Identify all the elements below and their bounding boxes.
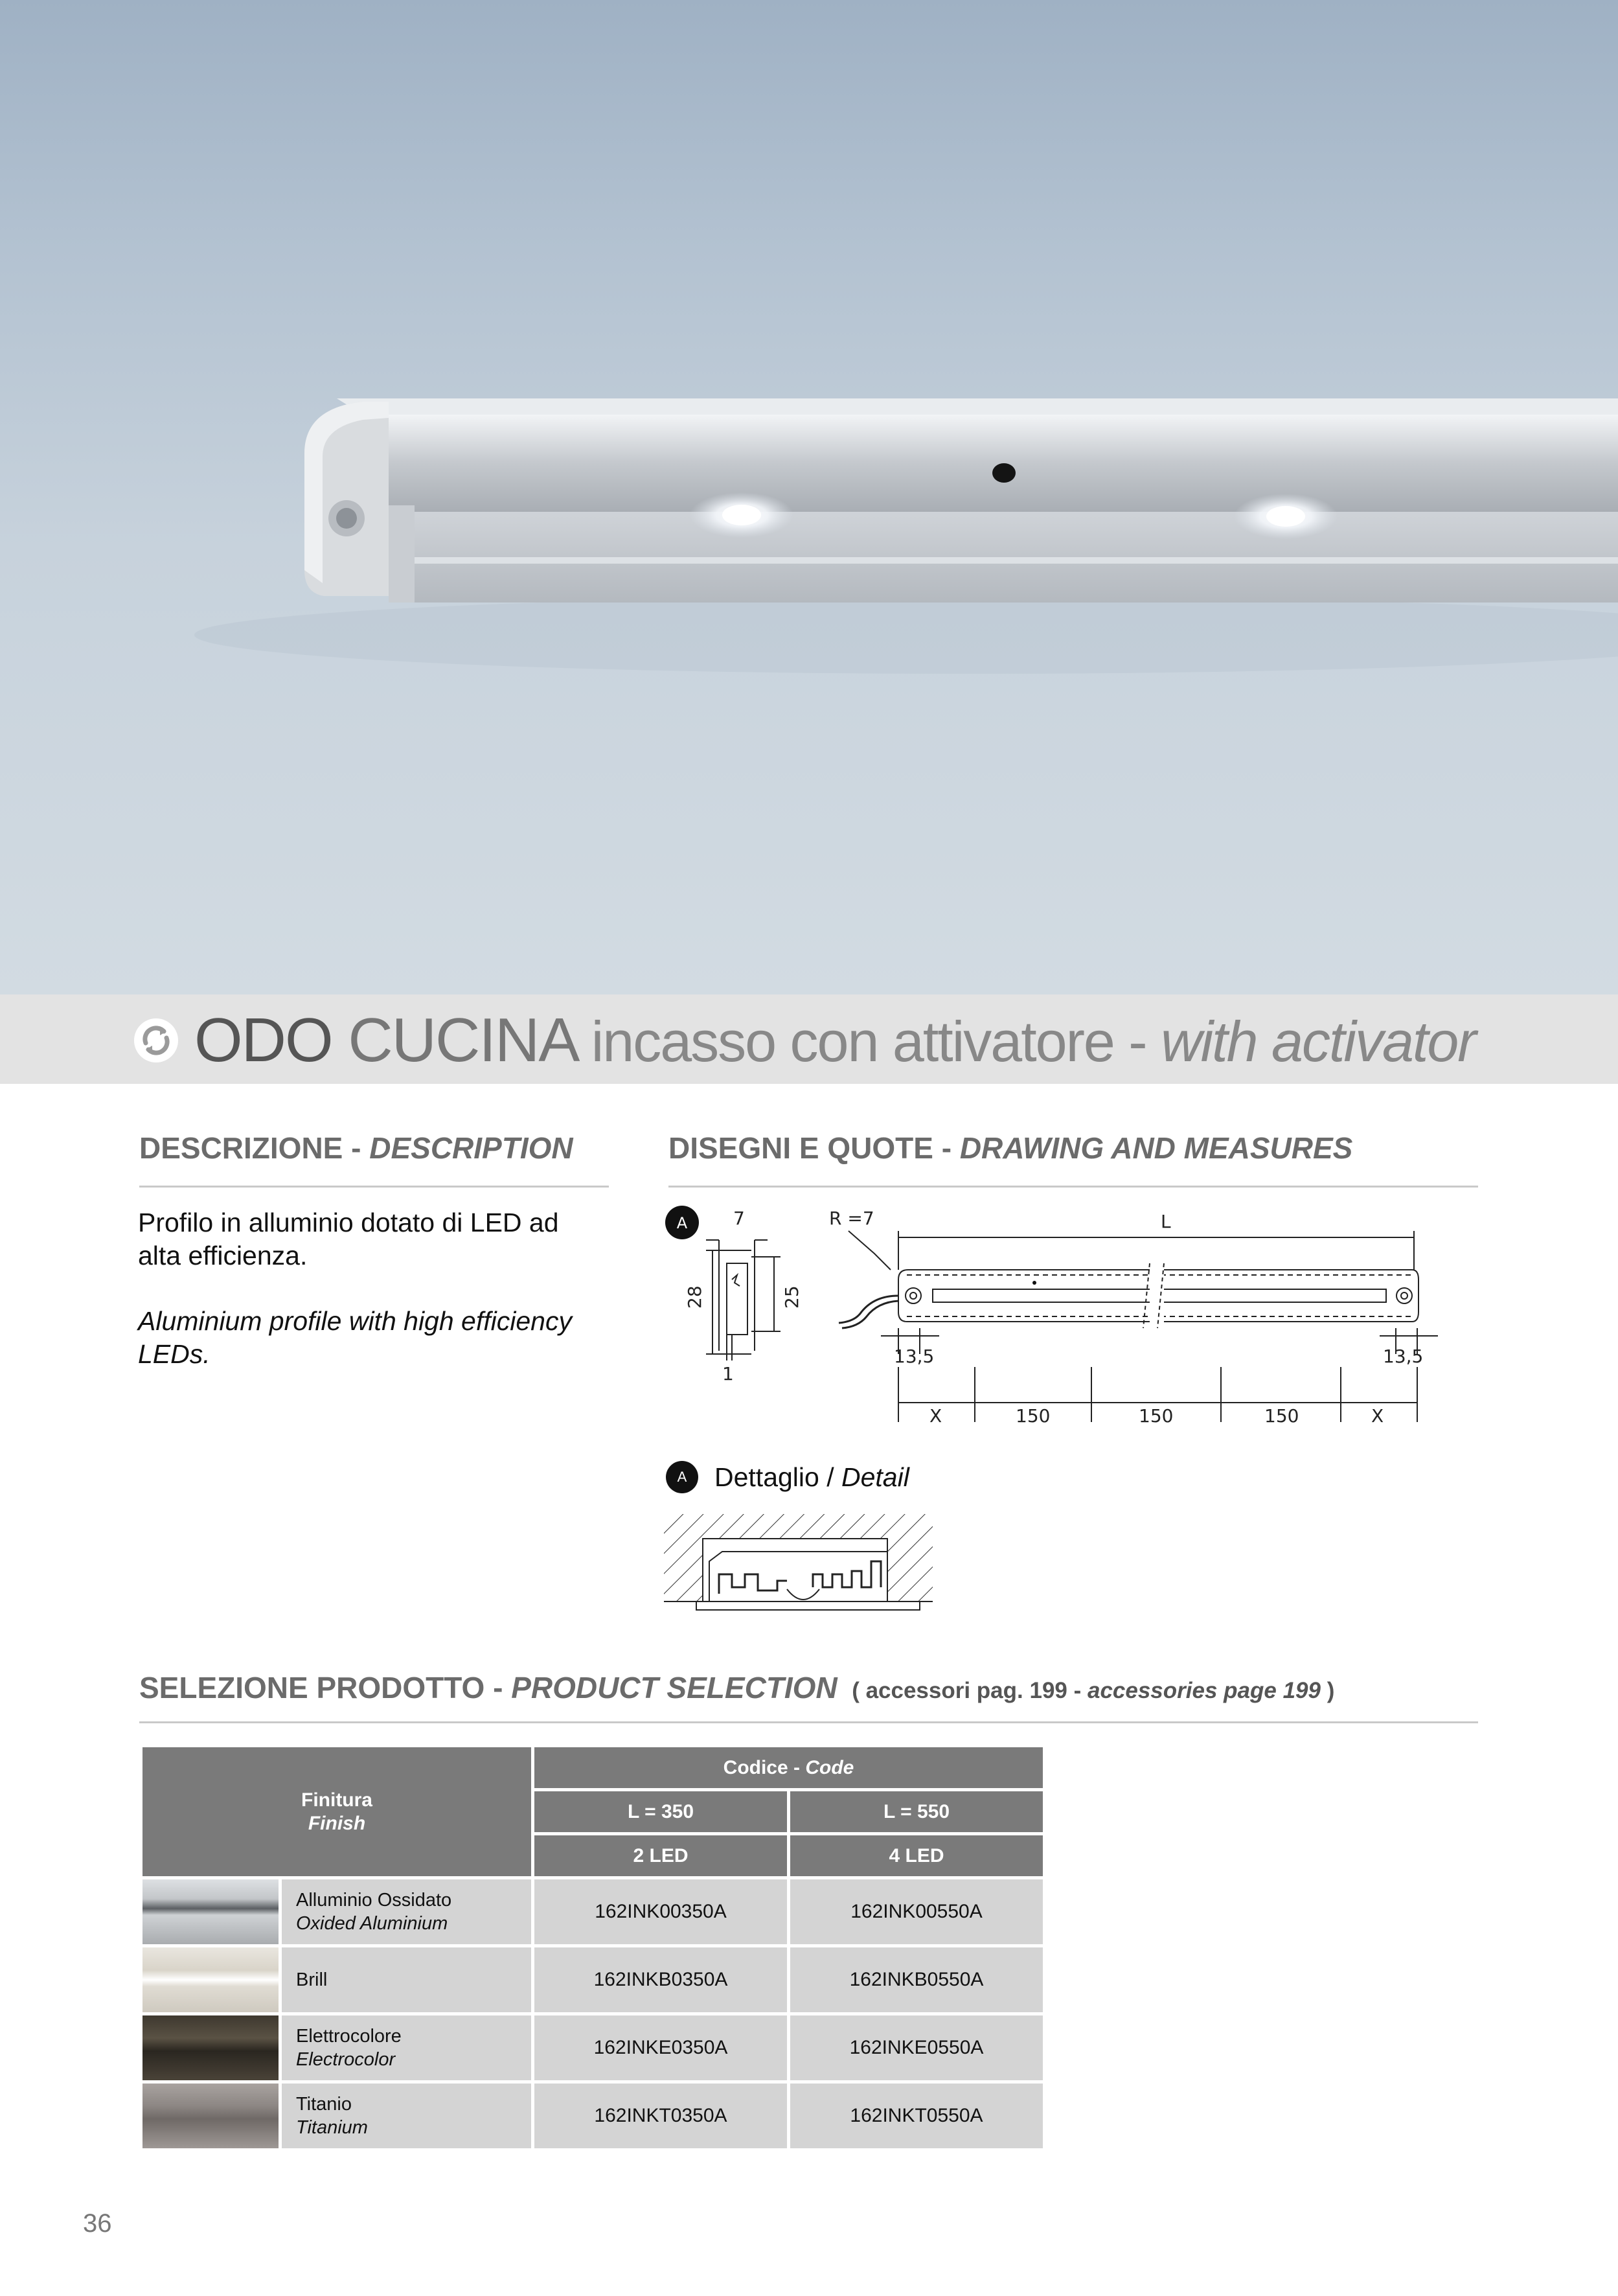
- detail-cross-section: [664, 1513, 936, 1613]
- hero-product-photo: [0, 0, 1618, 994]
- table-row: [142, 2084, 1043, 2148]
- led-2-header: 2 LED: [534, 1835, 787, 1876]
- acc-note-open: ( accessori pag. 199 -: [852, 1678, 1088, 1703]
- code-350: 162INK00350A: [534, 1879, 787, 1944]
- dim-height-inner: 25: [781, 1285, 803, 1309]
- dim-height-outer: 28: [684, 1285, 705, 1309]
- badge-letter: A: [676, 1214, 688, 1232]
- selection-rule: [139, 1721, 1478, 1723]
- code-header: [534, 1747, 1043, 1788]
- finish-name-en: Titanium: [296, 2117, 368, 2138]
- detail-label: [714, 1462, 909, 1493]
- code-350: 162INKB0350A: [534, 1947, 787, 2012]
- code-550: 162INK00550A: [790, 1879, 1043, 1944]
- spacing-label-1: X: [929, 1405, 942, 1427]
- description-heading: [139, 1131, 573, 1165]
- end-left-label: 13,5: [894, 1346, 935, 1367]
- description-text: [138, 1206, 591, 1403]
- finish-header: [142, 1747, 531, 1876]
- end-right-label: 13,5: [1383, 1346, 1424, 1367]
- finish-name-it: Titanio: [296, 2094, 352, 2115]
- title-brand: ODO: [194, 1005, 332, 1075]
- finish-header-it: Finitura: [301, 1789, 372, 1811]
- spacing-label-3: 150: [1139, 1405, 1174, 1427]
- spacing-label-5: X: [1371, 1405, 1384, 1427]
- selection-heading: [139, 1670, 1334, 1705]
- finish-name-it: Alluminio Ossidato: [296, 1890, 452, 1911]
- finish-swatch-aluminium: [142, 1879, 279, 1944]
- finish-name: [282, 1879, 531, 1944]
- page-title: [194, 1003, 1476, 1079]
- drawing-heading-it: DISEGNI E QUOTE -: [668, 1131, 960, 1165]
- product-table: [139, 1744, 1046, 2152]
- dim-bottom: 1: [722, 1363, 734, 1384]
- description-italian: Profilo in alluminio dotato di LED ad alta efficienza.: [138, 1208, 559, 1270]
- finish-name-en: Oxided Aluminium: [296, 1913, 448, 1934]
- length-550-header: L = 550: [790, 1791, 1043, 1832]
- acc-note-en: accessories page 199: [1087, 1678, 1321, 1703]
- detail-badge-letter: A: [677, 1469, 687, 1485]
- selection-heading-it: SELEZIONE PRODOTTO -: [139, 1671, 512, 1705]
- detail-label-it: Dettaglio /: [714, 1462, 841, 1492]
- technical-drawing: [661, 1199, 1490, 1432]
- table-row: [142, 1947, 1043, 2012]
- finish-name: [282, 1947, 531, 2012]
- title-model: CUCINA: [348, 1005, 576, 1075]
- drawing-heading-en: DRAWING AND MEASURES: [959, 1131, 1353, 1165]
- drawing-heading: [668, 1131, 1352, 1165]
- length-label: L: [1161, 1211, 1171, 1232]
- description-heading-it: DESCRIZIONE -: [139, 1131, 370, 1165]
- title-english: with activator: [1161, 1009, 1476, 1073]
- radius-label: R =7: [829, 1208, 874, 1229]
- finish-header-en: Finish: [308, 1812, 366, 1834]
- spacing-label-2: 150: [1016, 1405, 1051, 1427]
- page-number: 36: [83, 2209, 112, 2238]
- acc-note-close: ): [1320, 1678, 1335, 1703]
- finish-swatch-titanium: [142, 2084, 279, 2148]
- table-row: [142, 2015, 1043, 2080]
- length-350-header: L = 350: [534, 1791, 787, 1832]
- title-italian: incasso con attivatore -: [591, 1009, 1161, 1073]
- spacing-label-4: 150: [1264, 1405, 1299, 1427]
- detail-badge: [666, 1461, 698, 1493]
- code-350: 162INKT0350A: [534, 2084, 787, 2148]
- led-profile-illustration: [0, 0, 1618, 994]
- refresh-cycle-icon: [133, 1017, 179, 1064]
- code-350: 162INKE0350A: [534, 2015, 787, 2080]
- description-rule: [139, 1186, 609, 1188]
- accessories-note: [845, 1678, 1334, 1703]
- drawing-rule: [668, 1186, 1478, 1188]
- description-heading-en: DESCRIPTION: [369, 1131, 573, 1165]
- dim-width: 7: [733, 1208, 745, 1229]
- finish-swatch-brill: [142, 1947, 279, 2012]
- code-550: 162INKE0550A: [790, 2015, 1043, 2080]
- finish-name-en: Electrocolor: [296, 2049, 396, 2070]
- code-550: 162INKT0550A: [790, 2084, 1043, 2148]
- finish-name: [282, 2084, 531, 2148]
- finish-name: [282, 2015, 531, 2080]
- finish-name-it: Elettrocolore: [296, 2026, 402, 2047]
- finish-swatch-electrocolor: [142, 2015, 279, 2080]
- finish-name-it: Brill: [296, 1969, 328, 1990]
- code-550: 162INKB0550A: [790, 1947, 1043, 2012]
- code-header-en: Code: [805, 1756, 854, 1778]
- selection-heading-en: PRODUCT SELECTION: [511, 1671, 837, 1705]
- table-row: [142, 1879, 1043, 1944]
- led-4-header: 4 LED: [790, 1835, 1043, 1876]
- code-header-it: Codice -: [723, 1756, 806, 1778]
- detail-label-en: Detail: [841, 1462, 909, 1492]
- description-english: Aluminium profile with high efficiency LEDs.: [138, 1306, 572, 1369]
